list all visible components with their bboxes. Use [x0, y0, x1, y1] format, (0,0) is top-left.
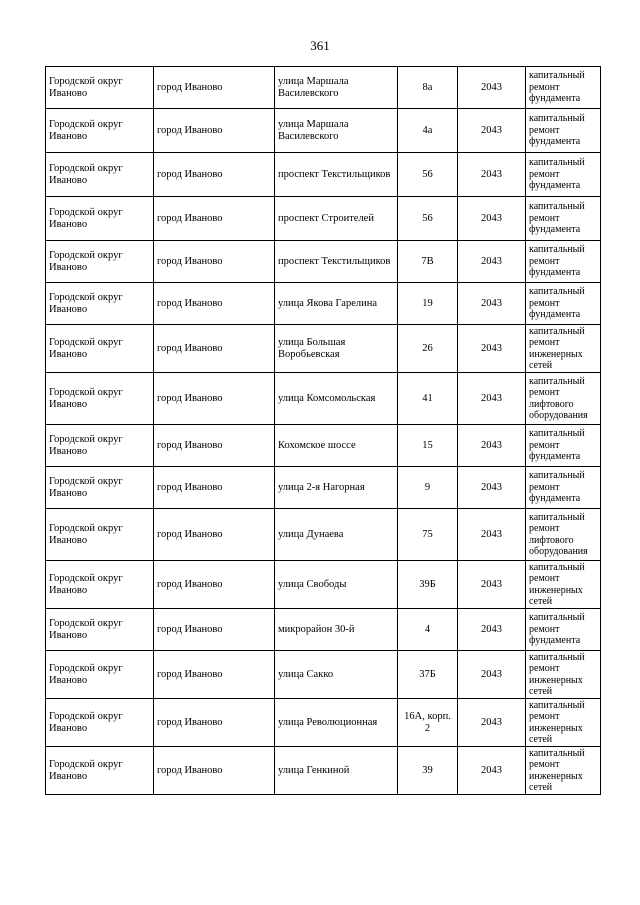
street-cell: улица Генкиной	[275, 747, 398, 795]
city-cell: город Иваново	[154, 67, 275, 109]
okrug-cell: Городской округ Иваново	[46, 197, 154, 241]
work-type-cell: капитальный ремонт фундамента	[526, 609, 601, 651]
table-row	[46, 197, 601, 241]
okrug-cell: Городской округ Иваново	[46, 609, 154, 651]
street-cell: улица Революционная	[275, 699, 398, 747]
city-cell: город Иваново	[154, 509, 275, 561]
work-type-cell: капитальный ремонт инженерных сетей	[526, 561, 601, 609]
city-cell: город Иваново	[154, 699, 275, 747]
city-cell: город Иваново	[154, 373, 275, 425]
house-number-cell: 37Б	[398, 651, 458, 699]
year-cell: 2043	[458, 241, 526, 283]
year-cell: 2043	[458, 325, 526, 373]
okrug-cell: Городской округ Иваново	[46, 467, 154, 509]
okrug-cell: Городской округ Иваново	[46, 425, 154, 467]
house-number-cell: 75	[398, 509, 458, 561]
year-cell: 2043	[458, 425, 526, 467]
page-number: 361	[310, 38, 330, 53]
city-cell: город Иваново	[154, 109, 275, 153]
year-cell: 2043	[458, 197, 526, 241]
okrug-cell: Городской округ Иваново	[46, 651, 154, 699]
street-cell: Кохомское шоссе	[275, 425, 398, 467]
street-cell: улица Якова Гарелина	[275, 283, 398, 325]
table-row	[46, 153, 601, 197]
okrug-cell: Городской округ Иваново	[46, 109, 154, 153]
city-cell: город Иваново	[154, 467, 275, 509]
year-cell: 2043	[458, 561, 526, 609]
city-cell: город Иваново	[154, 283, 275, 325]
street-cell: микрорайон 30-й	[275, 609, 398, 651]
house-number-cell: 15	[398, 425, 458, 467]
okrug-cell: Городской округ Иваново	[46, 67, 154, 109]
okrug-cell: Городской округ Иваново	[46, 241, 154, 283]
city-cell: город Иваново	[154, 197, 275, 241]
house-number-cell: 26	[398, 325, 458, 373]
work-type-cell: капитальный ремонт фундамента	[526, 153, 601, 197]
house-number-cell: 41	[398, 373, 458, 425]
city-cell: город Иваново	[154, 609, 275, 651]
street-cell: улица Сакко	[275, 651, 398, 699]
table-row	[46, 425, 601, 467]
street-cell: улица Комсомольская	[275, 373, 398, 425]
okrug-cell: Городской округ Иваново	[46, 325, 154, 373]
year-cell: 2043	[458, 651, 526, 699]
work-type-cell: капитальный ремонт фундамента	[526, 241, 601, 283]
year-cell: 2043	[458, 373, 526, 425]
street-cell: улица Дунаева	[275, 509, 398, 561]
street-cell: проспект Текстильщиков	[275, 241, 398, 283]
year-cell: 2043	[458, 109, 526, 153]
city-cell: город Иваново	[154, 153, 275, 197]
work-type-cell: капитальный ремонт инженерных сетей	[526, 747, 601, 795]
table-row	[46, 241, 601, 283]
city-cell: город Иваново	[154, 651, 275, 699]
work-type-cell: капитальный ремонт фундамента	[526, 467, 601, 509]
city-cell: город Иваново	[154, 425, 275, 467]
house-number-cell: 8а	[398, 67, 458, 109]
house-number-cell: 39Б	[398, 561, 458, 609]
year-cell: 2043	[458, 467, 526, 509]
street-cell: улица Большая Воробьевская	[275, 325, 398, 373]
year-cell: 2043	[458, 283, 526, 325]
table-row	[46, 651, 601, 699]
house-number-cell: 7В	[398, 241, 458, 283]
house-number-cell: 9	[398, 467, 458, 509]
house-number-cell: 16А, корп. 2	[398, 699, 458, 747]
table-row	[46, 467, 601, 509]
work-type-cell: капитальный ремонт фундамента	[526, 67, 601, 109]
table-row	[46, 609, 601, 651]
okrug-cell: Городской округ Иваново	[46, 747, 154, 795]
year-cell: 2043	[458, 67, 526, 109]
okrug-cell: Городской округ Иваново	[46, 283, 154, 325]
year-cell: 2043	[458, 509, 526, 561]
okrug-cell: Городской округ Иваново	[46, 561, 154, 609]
okrug-cell: Городской округ Иваново	[46, 373, 154, 425]
city-cell: город Иваново	[154, 241, 275, 283]
house-number-cell: 4а	[398, 109, 458, 153]
okrug-cell: Городской округ Иваново	[46, 509, 154, 561]
street-cell: улица Маршала Василевского	[275, 67, 398, 109]
work-type-cell: капитальный ремонт лифтового оборудования	[526, 373, 601, 425]
table-row	[46, 325, 601, 373]
year-cell: 2043	[458, 609, 526, 651]
house-number-cell: 56	[398, 197, 458, 241]
okrug-cell: Городской округ Иваново	[46, 153, 154, 197]
table-row	[46, 561, 601, 609]
city-cell: город Иваново	[154, 325, 275, 373]
work-type-cell: капитальный ремонт фундамента	[526, 283, 601, 325]
street-cell: улица 2-я Нагорная	[275, 467, 398, 509]
year-cell: 2043	[458, 699, 526, 747]
table-row	[46, 747, 601, 795]
house-number-cell: 56	[398, 153, 458, 197]
work-type-cell: капитальный ремонт инженерных сетей	[526, 325, 601, 373]
house-number-cell: 19	[398, 283, 458, 325]
city-cell: город Иваново	[154, 561, 275, 609]
street-cell: проспект Текстильщиков	[275, 153, 398, 197]
house-number-cell: 39	[398, 747, 458, 795]
house-number-cell: 4	[398, 609, 458, 651]
repair-schedule-table	[45, 66, 601, 795]
work-type-cell: капитальный ремонт лифтового оборудования	[526, 509, 601, 561]
table-row	[46, 109, 601, 153]
work-type-cell: капитальный ремонт инженерных сетей	[526, 699, 601, 747]
table-body	[46, 67, 601, 795]
okrug-cell: Городской округ Иваново	[46, 699, 154, 747]
work-type-cell: капитальный ремонт фундамента	[526, 425, 601, 467]
street-cell: улица Маршала Василевского	[275, 109, 398, 153]
table-row	[46, 67, 601, 109]
city-cell: город Иваново	[154, 747, 275, 795]
year-cell: 2043	[458, 153, 526, 197]
street-cell: улица Свободы	[275, 561, 398, 609]
table-row	[46, 283, 601, 325]
table-row	[46, 373, 601, 425]
street-cell: проспект Строителей	[275, 197, 398, 241]
table-row	[46, 509, 601, 561]
work-type-cell: капитальный ремонт фундамента	[526, 109, 601, 153]
work-type-cell: капитальный ремонт инженерных сетей	[526, 651, 601, 699]
year-cell: 2043	[458, 747, 526, 795]
work-type-cell: капитальный ремонт фундамента	[526, 197, 601, 241]
table-row	[46, 699, 601, 747]
